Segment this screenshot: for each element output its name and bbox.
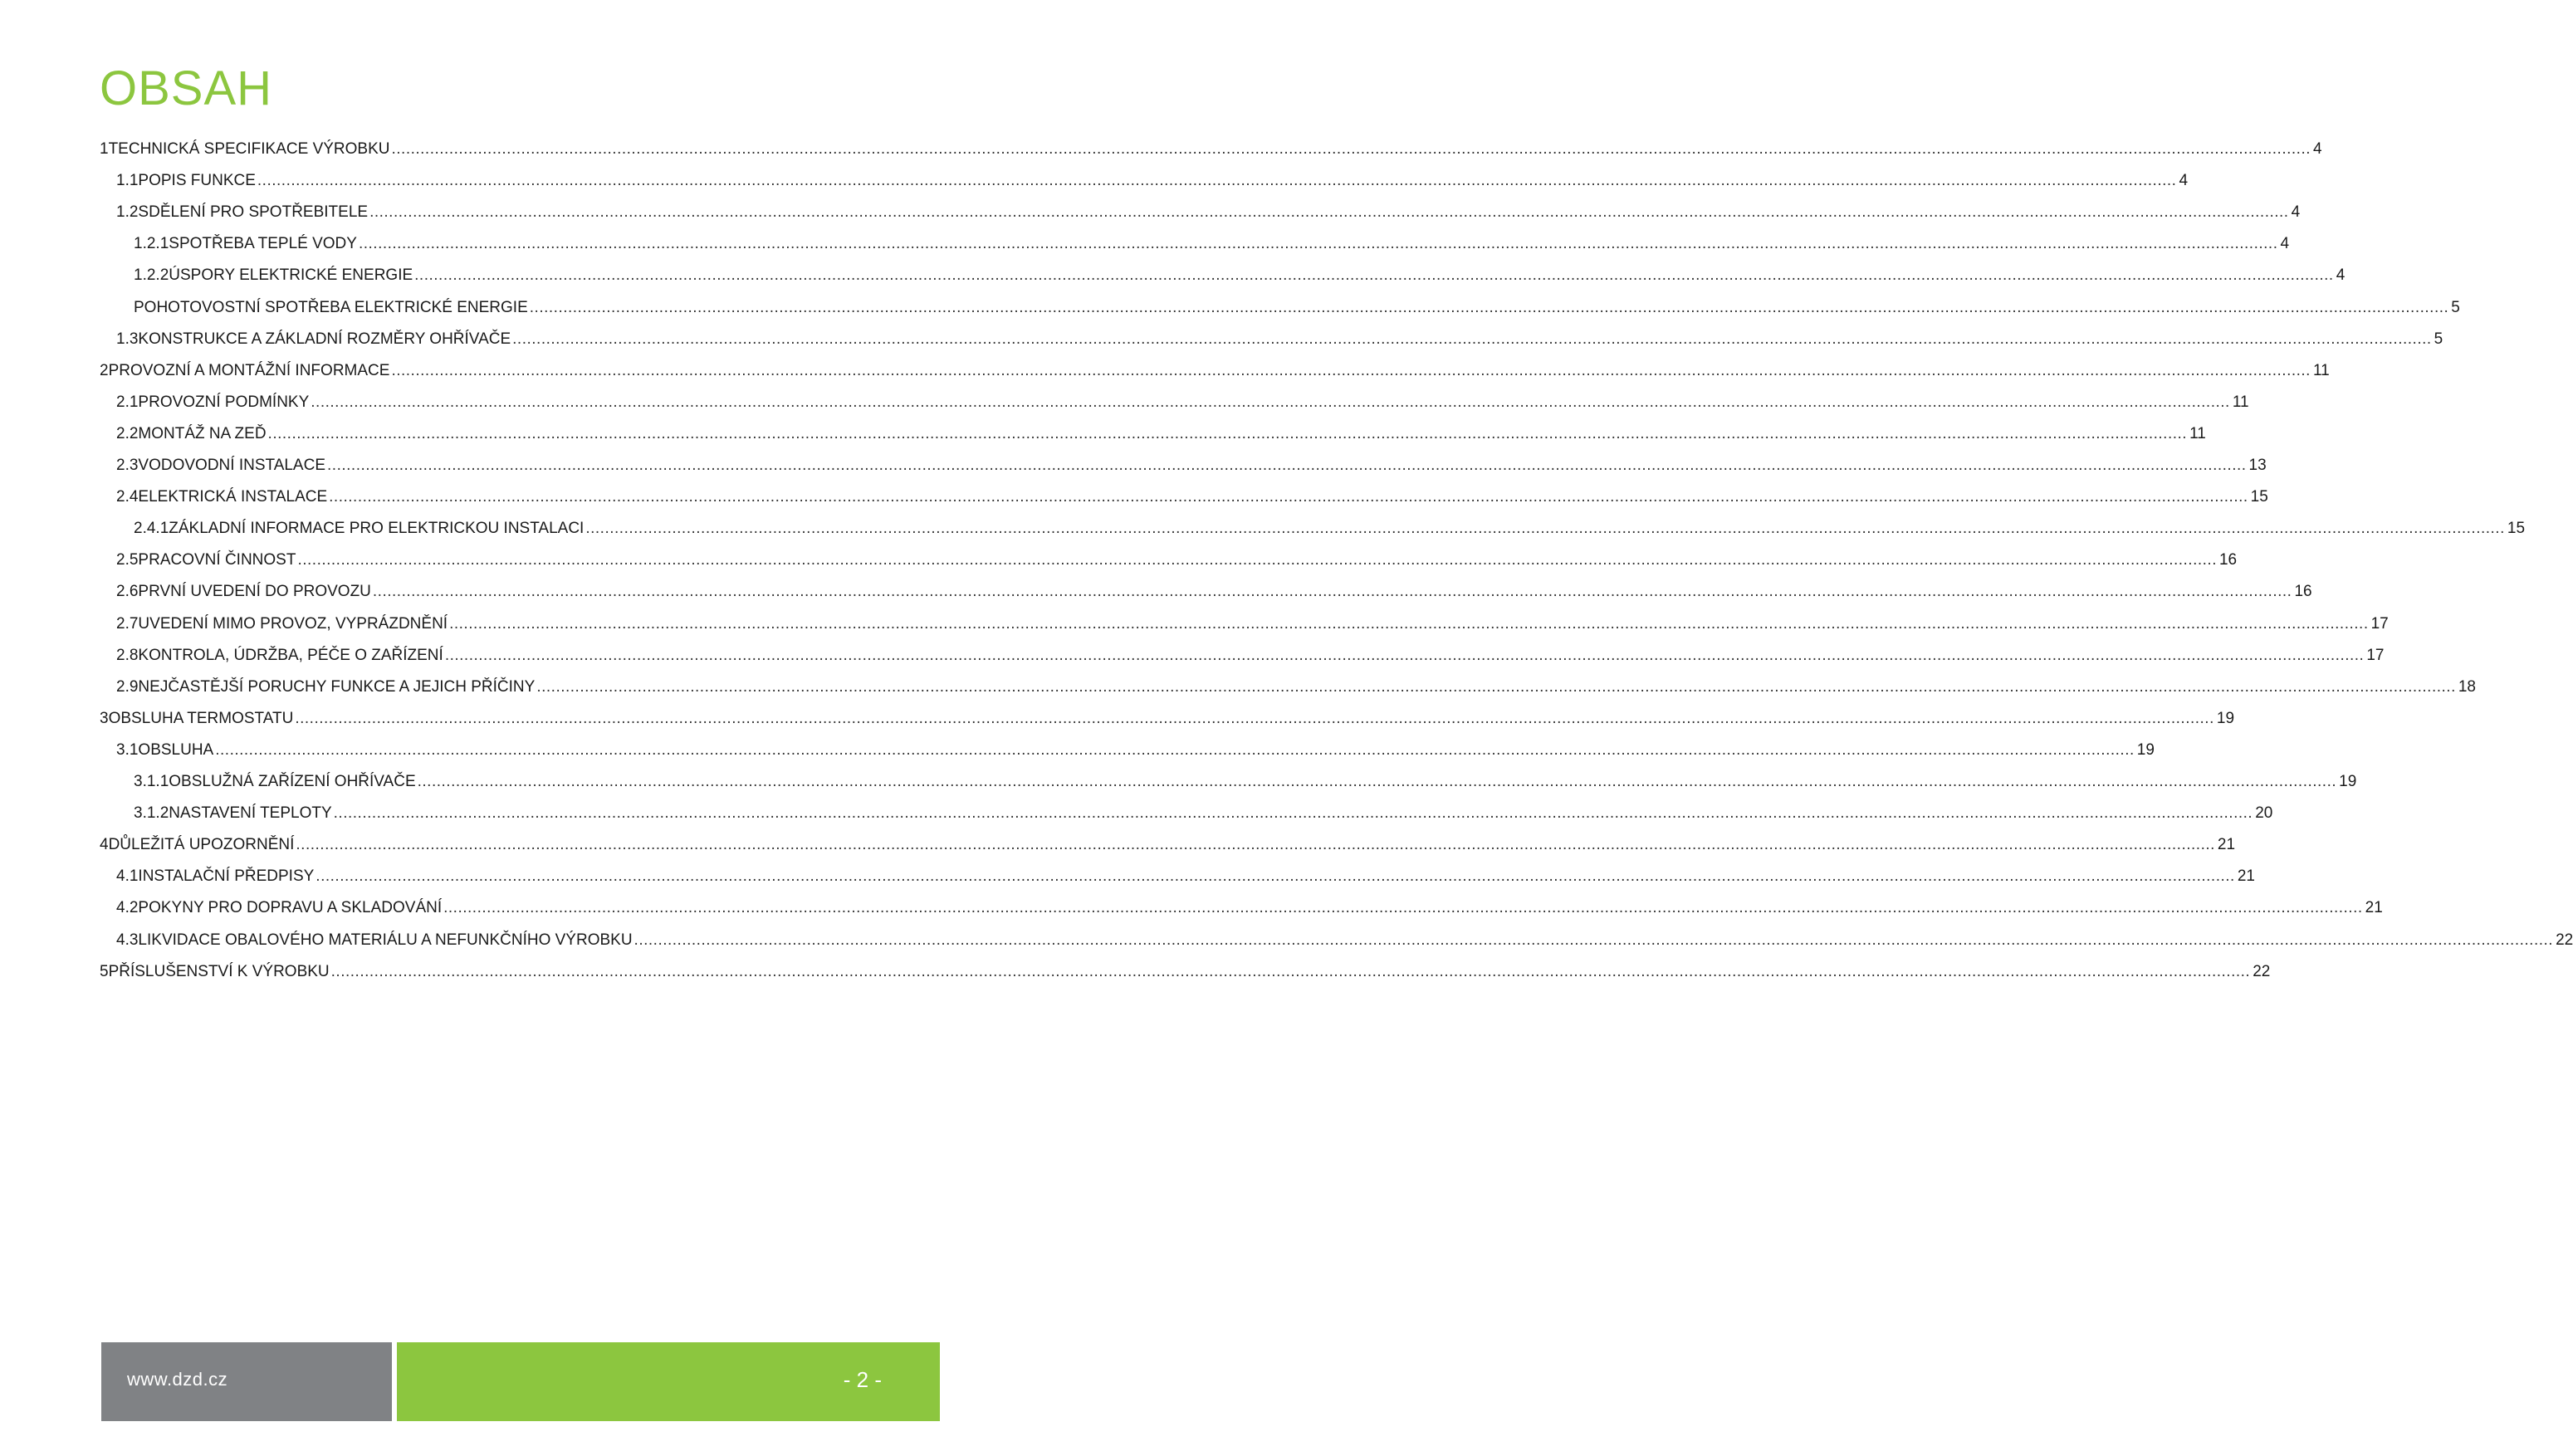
toc-dot-leader: ................................................................................................................................................................................................................................................................................................................................................................................................................: [327, 457, 2247, 474]
toc-entry[interactable]: [116, 423, 2206, 446]
toc-entry-number: 1.1: [116, 172, 139, 190]
toc-entry[interactable]: [116, 328, 2443, 351]
toc-entry-title: LIKVIDACE OBALOVÉHO MATERIÁLU A NEFUNKČNÍHO VÝROBKU: [138, 931, 633, 949]
toc-entry-number: 3.1.2: [134, 804, 169, 823]
toc-dot-leader: ................................................................................................................................................................................................................................................................................................................................................................................................................: [358, 235, 2278, 253]
toc-entry-number: 3.1.1: [134, 773, 169, 790]
toc-dot-leader: ................................................................................................................................................................................................................................................................................................................................................................................................................: [391, 361, 2311, 379]
footer-url-bar: [101, 1342, 392, 1421]
toc-dot-leader: ................................................................................................................................................................................................................................................................................................................................................................................................................: [296, 836, 2215, 854]
toc-entry-title: SPOTŘEBA TEPLÉ VODY: [169, 235, 357, 253]
toc-entry-title: PROVOZNÍ A MONTÁŽNÍ INFORMACE: [108, 361, 390, 379]
toc-entry-page: 4: [2313, 140, 2322, 158]
toc-dot-leader: ................................................................................................................................................................................................................................................................................................................................................................................................................: [449, 614, 2369, 633]
toc-entry[interactable]: [116, 169, 2189, 193]
toc-entry-number: 2: [100, 361, 109, 379]
toc-entry[interactable]: [116, 865, 2255, 888]
toc-entry-page: 21: [2217, 836, 2236, 854]
toc-entry-page: 16: [2218, 551, 2238, 569]
toc-entry-page: 5: [2434, 330, 2443, 348]
toc-entry-number: 1.3: [116, 330, 139, 348]
toc-entry-page: 19: [2136, 740, 2155, 759]
toc-entry[interactable]: [100, 138, 2322, 161]
toc-entry-title: MONTÁŽ NA ZEĎ: [138, 424, 267, 442]
toc-dot-leader: ................................................................................................................................................................................................................................................................................................................................................................................................................: [585, 520, 2505, 538]
toc-entry[interactable]: [100, 359, 2330, 383]
toc-entry-page: 21: [2237, 867, 2255, 886]
toc-entry-title: PŘÍSLUŠENSTVÍ K VÝROBKU: [108, 962, 330, 980]
footer-page-bar: [397, 1342, 940, 1421]
toc-entry[interactable]: [100, 707, 2235, 730]
toc-entry[interactable]: [116, 549, 2238, 572]
toc-entry-page: 20: [2255, 804, 2273, 823]
toc-entry-number: 1.2: [116, 203, 139, 222]
toc-entry-title: KONTROLA, ÚDRŽBA, PÉČE O ZAŘÍZENÍ: [138, 646, 443, 664]
toc-entry-page: 22: [2556, 931, 2573, 949]
toc-entry[interactable]: [116, 613, 2389, 636]
toc-entry-number: 2.8: [116, 646, 139, 664]
toc-entry[interactable]: [100, 960, 2271, 984]
toc-dot-leader: ................................................................................................................................................................................................................................................................................................................................................................................................................: [267, 424, 2188, 442]
toc-entry-title: PRVNÍ UVEDENÍ DO PROVOZU: [138, 583, 371, 601]
toc-dot-leader: ................................................................................................................................................................................................................................................................................................................................................................................................................: [215, 740, 2135, 759]
toc-entry-page: 15: [2507, 520, 2526, 538]
toc-entry-number: 2.6: [116, 583, 139, 601]
toc-entry[interactable]: [134, 517, 2526, 540]
toc-entry-number: 2.4.1: [134, 520, 169, 538]
toc-entry-page: 4: [2336, 266, 2346, 285]
toc-entry-title: OBSLUHA: [138, 740, 214, 759]
toc-entry[interactable]: [116, 580, 2312, 603]
toc-entry-page: 17: [2370, 614, 2389, 633]
toc-entry[interactable]: [100, 833, 2236, 857]
toc-dot-leader: ................................................................................................................................................................................................................................................................................................................................................................................................................: [295, 709, 2214, 727]
toc-entry-page: 11: [2232, 393, 2249, 411]
toc-dot-leader: ................................................................................................................................................................................................................................................................................................................................................................................................................: [333, 804, 2253, 823]
toc-entry-number: 3: [100, 709, 109, 727]
toc-entry[interactable]: [116, 201, 2301, 224]
toc-dot-leader: ................................................................................................................................................................................................................................................................................................................................................................................................................: [311, 393, 2230, 411]
toc-entry-title: OBSLUŽNÁ ZAŘÍZENÍ OHŘÍVAČE: [169, 773, 416, 790]
toc-dot-leader: ................................................................................................................................................................................................................................................................................................................................................................................................................: [512, 330, 2432, 348]
toc-entry-page: 5: [2451, 298, 2460, 316]
toc-entry-title: SDĚLENÍ PRO SPOTŘEBITELE: [138, 203, 369, 222]
toc-entry[interactable]: [116, 676, 2476, 699]
toc-entry-page: 11: [2312, 361, 2330, 379]
toc-entry[interactable]: [134, 802, 2273, 825]
toc-entry-page: 4: [2179, 172, 2189, 190]
toc-dot-leader: ................................................................................................................................................................................................................................................................................................................................................................................................................: [329, 488, 2248, 506]
toc-entry-number: 2.1: [116, 393, 139, 411]
page-title: OBSAH: [100, 61, 273, 115]
toc-entry-title: ZÁKLADNÍ INFORMACE PRO ELEKTRICKOU INSTALACI: [169, 520, 585, 538]
toc-entry-title: VODOVODNÍ INSTALACE: [138, 457, 326, 474]
toc-entry-number: 2.2: [116, 424, 139, 442]
toc-entry-title: PROVOZNÍ PODMÍNKY: [138, 393, 310, 411]
toc-entry-number: 2.7: [116, 614, 139, 633]
toc-entry-page: 4: [2291, 203, 2301, 222]
footer-url[interactable]: www.dzd.cz: [127, 1369, 228, 1390]
toc-entry-page: 21: [2365, 899, 2383, 917]
toc-entry-title: PRACOVNÍ ČINNOST: [138, 551, 296, 569]
toc-entry-title: INSTALAČNÍ PŘEDPISY: [138, 867, 315, 886]
toc-entry-page: 19: [2216, 709, 2235, 727]
toc-entry-number: 1: [100, 140, 109, 158]
toc-entry-number: 4.1: [116, 867, 139, 886]
toc-dot-leader: ................................................................................................................................................................................................................................................................................................................................................................................................................: [330, 962, 2251, 980]
toc-entry-number: 2.4: [116, 488, 139, 506]
toc-entry-page: 16: [2294, 583, 2312, 601]
toc-dot-leader: ................................................................................................................................................................................................................................................................................................................................................................................................................: [297, 551, 2217, 569]
toc-entry-number: 2.5: [116, 551, 139, 569]
toc-entry-number: 3.1: [116, 740, 139, 759]
toc-dot-leader: ................................................................................................................................................................................................................................................................................................................................................................................................................: [257, 172, 2177, 190]
toc-entry-title: OBSLUHA TERMOSTATU: [108, 709, 294, 727]
toc-entry-number: 2.9: [116, 677, 139, 696]
toc-entry[interactable]: [116, 739, 2155, 762]
toc-entry[interactable]: [134, 264, 2346, 287]
toc-entry-number: 5: [100, 962, 109, 980]
toc-entry[interactable]: [116, 644, 2385, 667]
toc-entry[interactable]: [134, 296, 2460, 320]
toc-entry-title: NASTAVENÍ TEPLOTY: [169, 804, 332, 823]
toc-entry[interactable]: [116, 929, 2573, 952]
toc-entry-page: 18: [2458, 677, 2476, 696]
toc-entry[interactable]: [134, 770, 2357, 794]
toc-dot-leader: ................................................................................................................................................................................................................................................................................................................................................................................................................: [414, 266, 2334, 285]
toc-entry-title: ÚSPORY ELEKTRICKÉ ENERGIE: [169, 266, 413, 285]
toc-entry-title: NEJČASTĚJŠÍ PORUCHY FUNKCE A JEJICH PŘÍČINY: [138, 677, 536, 696]
toc-entry-page: 11: [2189, 424, 2206, 442]
toc-entry-title: POPIS FUNKCE: [138, 172, 256, 190]
toc-dot-leader: ................................................................................................................................................................................................................................................................................................................................................................................................................: [633, 931, 2554, 949]
toc-entry-title: POHOTOVOSTNÍ SPOTŘEBA ELEKTRICKÉ ENERGIE: [134, 298, 528, 316]
toc-entry[interactable]: [116, 391, 2249, 414]
toc-entry-title: DŮLEŽITÁ UPOZORNĚNÍ: [108, 836, 295, 854]
toc-dot-leader: ................................................................................................................................................................................................................................................................................................................................................................................................................: [372, 583, 2292, 601]
toc-dot-leader: ................................................................................................................................................................................................................................................................................................................................................................................................................: [391, 140, 2311, 158]
toc-entry-title: KONSTRUKCE A ZÁKLADNÍ ROZMĚRY OHŘÍVAČE: [138, 330, 511, 348]
toc-entry[interactable]: [116, 454, 2267, 477]
toc-entry-page: 13: [2248, 457, 2267, 474]
toc-dot-leader: ................................................................................................................................................................................................................................................................................................................................................................................................................: [316, 867, 2235, 886]
toc-dot-leader: ................................................................................................................................................................................................................................................................................................................................................................................................................: [369, 203, 2289, 222]
toc-entry-title: POKYNY PRO DOPRAVU A SKLADOVÁNÍ: [138, 899, 443, 917]
toc-dot-leader: ................................................................................................................................................................................................................................................................................................................................................................................................................: [444, 646, 2365, 664]
toc-entry-number: 1.2.1: [134, 235, 169, 253]
toc-dot-leader: ................................................................................................................................................................................................................................................................................................................................................................................................................: [417, 773, 2337, 790]
toc-dot-leader: ................................................................................................................................................................................................................................................................................................................................................................................................................: [443, 899, 2363, 917]
toc-entry[interactable]: [116, 486, 2268, 509]
toc-entry-title: UVEDENÍ MIMO PROVOZ, VYPRÁZDNĚNÍ: [138, 614, 448, 633]
toc-entry-number: 2.3: [116, 457, 139, 474]
toc-dot-leader: ................................................................................................................................................................................................................................................................................................................................................................................................................: [536, 677, 2456, 696]
toc-entry-page: 22: [2253, 962, 2271, 980]
toc-entry-number: 4: [100, 836, 109, 854]
toc-entry-page: 4: [2280, 235, 2290, 253]
toc-entry[interactable]: [134, 232, 2290, 256]
page-number: - 2 -: [843, 1367, 882, 1392]
toc-entry-page: 15: [2250, 488, 2268, 506]
toc-entry-number: 1.2.2: [134, 266, 169, 285]
toc-entry[interactable]: [116, 897, 2383, 920]
toc-entry-title: TECHNICKÁ SPECIFIKACE VÝROBKU: [108, 140, 390, 158]
toc-entry-title: ELEKTRICKÁ INSTALACE: [138, 488, 328, 506]
toc-entry-page: 17: [2366, 646, 2385, 664]
toc-entry-page: 19: [2339, 773, 2357, 790]
toc-entry-number: 4.3: [116, 931, 139, 949]
toc-dot-leader: ................................................................................................................................................................................................................................................................................................................................................................................................................: [529, 298, 2449, 316]
toc-entry-number: 4.2: [116, 899, 139, 917]
